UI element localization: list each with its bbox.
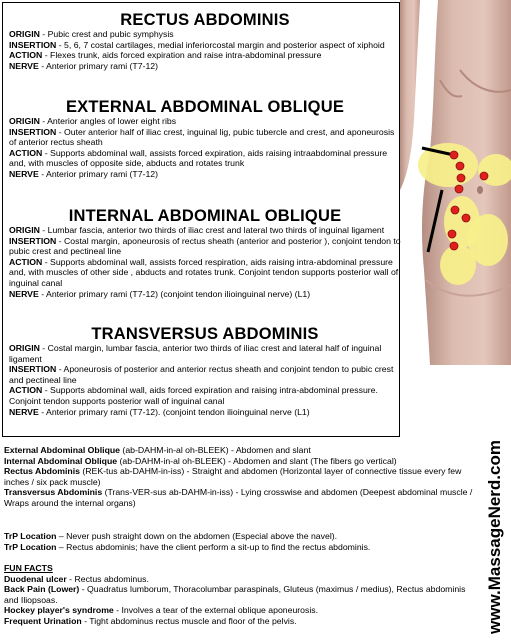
fun-fact-label: Frequent Urination xyxy=(4,615,82,626)
row-label: ACTION xyxy=(9,256,43,267)
section-rectus-abdominis xyxy=(9,11,401,71)
row-label: ORIGIN xyxy=(9,116,40,126)
torso-figure-icon xyxy=(400,0,511,365)
trp-label: TrP Location xyxy=(4,541,57,552)
row-text: - Anterior angles of lower eight ribs xyxy=(39,116,177,126)
row-text: - Costal margin, lumbar fascia, anterior two thirds of iliac crest and lateral half of inguinal ligament xyxy=(9,343,382,364)
trp-text: – Never push straight down on the abdomen (Especial above the navel). xyxy=(56,531,338,541)
section-internal-oblique xyxy=(9,207,401,299)
row-label: ORIGIN xyxy=(9,343,40,353)
heading-internal-oblique: INTERNAL ABDOMINAL OBLIQUE xyxy=(68,207,342,225)
row-nerve xyxy=(9,289,401,300)
row-text: - Aponeurosis of posterior and anterior rectus sheath and conjoint tendon to pubic crest and pectineal line xyxy=(9,364,394,385)
trp-text: – Rectus abdominis; have the client perform a sit-up to find the rectus abdominis. xyxy=(56,541,371,552)
fun-fact-item xyxy=(4,616,474,627)
fun-fact-label: Hockey player's syndrome xyxy=(4,605,114,616)
row-text: - Costal margin, aponeurosis of rectus sheath (anterior and posterior ), conjoint tendon to pubic crest and pectineal line xyxy=(9,235,401,257)
watermark-text: www.MassageNerd.com xyxy=(485,440,504,634)
row-text: - Lumbar fascia, anterior two thirds of iliac crest and lateral two thirds of inguinal ligament xyxy=(39,225,385,235)
row-origin xyxy=(9,116,401,127)
torso-illustration xyxy=(400,0,511,365)
row-insertion xyxy=(9,40,401,51)
pronunciation-name: Internal Abdominal Oblique xyxy=(4,455,118,466)
row-insertion xyxy=(9,127,401,148)
fun-fact-item xyxy=(4,574,474,585)
fun-fact-label: Duodenal ulcer xyxy=(4,573,67,584)
pronunciation-text: (Trans-VER-sus ab-DAHM-in-iss) - Lying crosswise and abdomen (Deepest abdominal muscle / Wraps around the internal organs) xyxy=(4,487,473,508)
pronunciation-item xyxy=(4,445,474,456)
row-text: - Outer anterior half of iliac crest, inguinal lig, pubic tubercle and crest, and aponeurosis of anterior rectus sheath xyxy=(9,126,395,148)
fun-fact-label: Back Pain (Lower) xyxy=(4,584,80,595)
row-insertion xyxy=(9,236,401,257)
heading-transversus: TRANSVERSUS ABDOMINIS xyxy=(91,325,319,343)
row-text: - Pubic crest and pubic symphysis xyxy=(39,29,174,39)
pronunciation-item xyxy=(4,466,474,487)
row-action xyxy=(9,148,401,169)
row-text: - Flexes trunk, aids forced expiration and raise intra-abdominal pressure xyxy=(42,50,322,61)
fun-fact-text: - Tight abdominus rectus muscle and floor of the pelvis. xyxy=(81,615,297,626)
row-text: - Anterior primary rami (T7-12) (conjoint tendon ilioinguinal nerve) (L1) xyxy=(38,288,311,299)
muscle-info-card xyxy=(2,2,400,437)
pronunciation-text: (ab-DAHM-in-al oh-BLEEK) - Abdomen and slant xyxy=(120,445,311,455)
fun-fact-item xyxy=(4,584,474,605)
pronunciation-text: (ab-DAHM-in-al oh-BLEEK) - Abdomen and slant (The fibers go vertical) xyxy=(117,455,397,466)
trp-locations xyxy=(4,531,474,552)
row-text: - Supports abdominal wall, assists forced expiration, aids raising intraabdominal pressure and, with muscles of opposite side, abducts and rotates trunk xyxy=(9,147,388,169)
row-label: ACTION xyxy=(9,385,43,396)
row-origin xyxy=(9,225,401,236)
fun-fact-text: - Quadratus lumborum, Thoracolumbar paraspinals, Gluteus (maximus / medius), Rectus abdominis and Iliopsoas. xyxy=(4,584,466,605)
row-label: INSERTION xyxy=(9,235,57,246)
row-label: ORIGIN xyxy=(9,29,40,39)
pronunciation-name: External Abdominal Oblique xyxy=(4,445,121,455)
row-label: NERVE xyxy=(9,168,39,179)
row-label: INSERTION xyxy=(9,364,57,375)
row-text: - Anterior primary rami (T7-12) xyxy=(38,168,159,179)
trp-item xyxy=(4,531,474,542)
row-origin xyxy=(9,343,401,364)
row-nerve xyxy=(9,169,401,180)
row-label: NERVE xyxy=(9,406,39,417)
row-origin xyxy=(9,29,401,40)
fun-fact-item xyxy=(4,605,474,616)
row-nerve xyxy=(9,61,401,72)
watermark xyxy=(478,372,508,636)
section-transversus xyxy=(9,325,401,417)
row-action xyxy=(9,50,401,61)
trp-label: TrP Location xyxy=(4,531,57,541)
row-action xyxy=(9,257,401,289)
section-external-oblique xyxy=(9,98,401,180)
fun-facts-title: FUN FACTS xyxy=(4,563,53,573)
row-label: ACTION xyxy=(9,50,43,61)
fun-fact-text: - Involves a tear of the external oblique aponeurosis. xyxy=(113,605,319,616)
row-label: INSERTION xyxy=(9,39,57,50)
row-text: - Supports abdominal wall, assists forced respiration, aids raising intra-abdominal pressure and, with muscles of other side , abducts and rotates trunk. Conjoint tendon supports posterior wall of inguinal canal xyxy=(9,256,399,288)
row-insertion xyxy=(9,364,401,385)
row-label: ORIGIN xyxy=(9,225,40,235)
heading-rectus-abdominis: RECTUS ABDOMINIS xyxy=(120,11,290,29)
row-nerve xyxy=(9,407,401,418)
row-action xyxy=(9,385,401,406)
row-text: - Anterior primary rami (T7-12). (conjoint tendon ilioinguinal nerve (L1) xyxy=(38,406,310,417)
pronunciation-name: Transversus Abdominis xyxy=(4,487,103,498)
pronunciation-item xyxy=(4,487,474,508)
row-label: ACTION xyxy=(9,147,43,158)
row-text: - Supports abdominal wall, aids forced expiration and raising intra-abdominal pressure. Conjoint tendon supports posterior wall of inguinal canal xyxy=(9,385,378,406)
heading-external-oblique: EXTERNAL ABDOMINAL OBLIQUE xyxy=(65,98,345,116)
fun-facts xyxy=(4,563,474,627)
row-label: NERVE xyxy=(9,288,39,299)
pronunciation-item xyxy=(4,456,474,467)
fun-fact-text: - Rectus abdominus. xyxy=(66,573,149,584)
row-label: NERVE xyxy=(9,60,39,71)
row-text: - 5, 6, 7 costal cartilages, medial inferiorcostal margin and posterior aspect of xiphoid xyxy=(56,39,385,50)
pronunciation-list xyxy=(4,445,474,509)
pronunciation-text: (REK-tus ab-DAHM-in-iss) - Straight and abdomen (Horizontal layer of connective tissue every few inches / six pack muscle) xyxy=(4,466,462,487)
row-label: INSERTION xyxy=(9,126,57,137)
row-text: - Anterior primary rami (T7-12) xyxy=(38,60,159,71)
pronunciation-name: Rectus Abdominis xyxy=(4,466,80,477)
trp-item xyxy=(4,542,474,553)
